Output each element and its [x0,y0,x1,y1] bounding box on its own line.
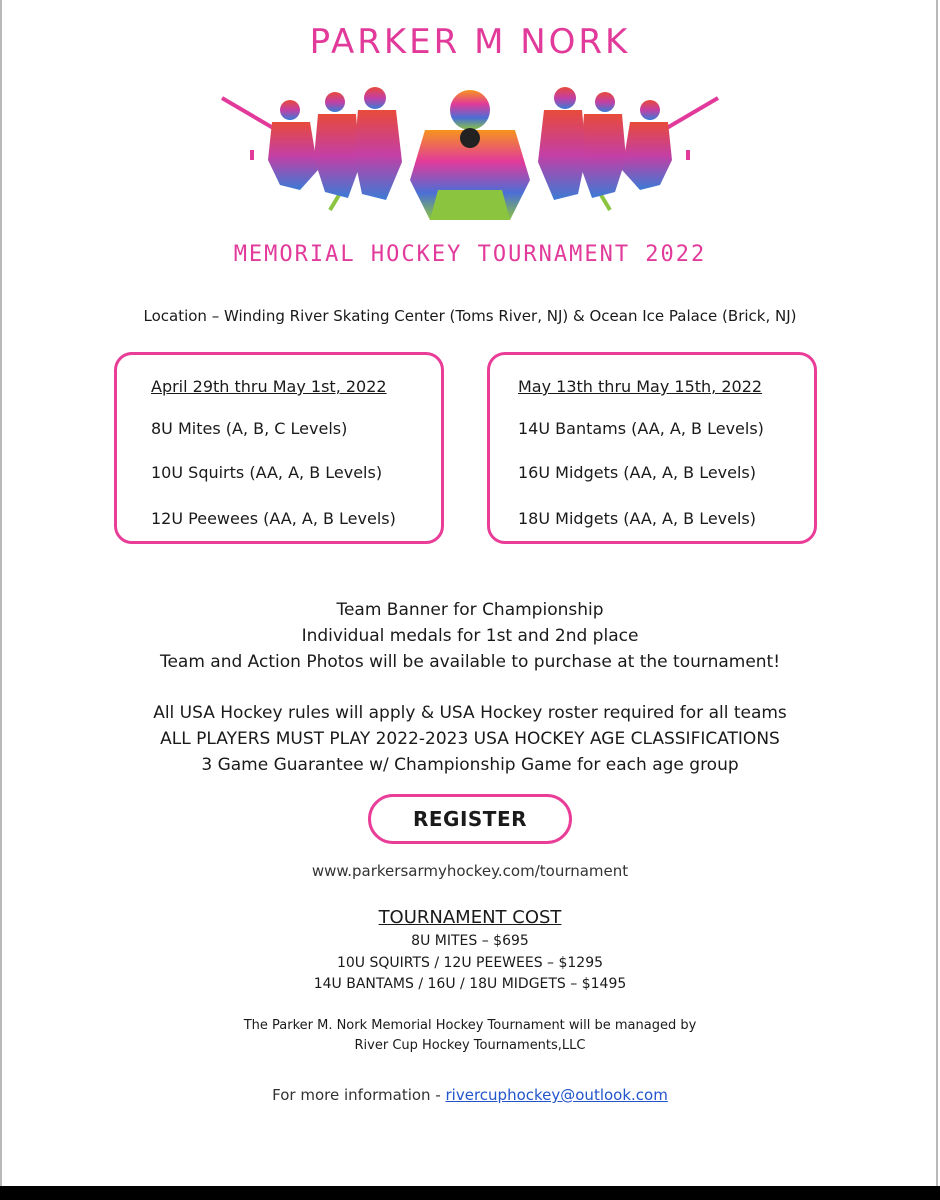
cost-heading [0,907,940,928]
rule-line: All USA Hockey rules will apply & USA Hockey roster required for all teams [153,703,787,723]
location-text: Location – Winding River Skating Center (Toms River, NJ) & Ocean Ice Palace (Brick, NJ) [143,307,797,325]
session-dates: April 29th thru May 1st, 2022 [151,377,387,396]
more-info [0,1086,940,1104]
page-subtitle: MEMORIAL HOCKEY TOURNAMENT 2022 [233,242,707,267]
cost-line: 14U BANTAMS / 16U / 18U MIDGETS – $1495 [313,976,627,992]
tournament-url[interactable]: www.parkersarmyhockey.com/tournament [311,862,629,880]
rule-line: ALL PLAYERS MUST PLAY 2022-2023 USA HOCKEY AGE CLASSIFICATIONS [160,729,780,749]
cost-heading-text: TOURNAMENT COST [378,907,562,928]
division-item: 8U Mites (A, B, C Levels) [151,419,348,438]
bottom-edge [0,1186,940,1200]
managed-by-text: The Parker M. Nork Memorial Hockey Tournament will be managed by [243,1018,697,1033]
cost-line: 10U SQUIRTS / 12U PEEWEES – $1295 [336,955,604,971]
award-line: Team and Action Photos will be available to purchase at the tournament! [159,652,781,672]
session-box-2 [487,352,817,544]
rule-line: 3 Game Guarantee w/ Championship Game for each age group [201,755,739,775]
award-line: Team Banner for Championship [336,600,604,620]
division-item: 12U Peewees (AA, A, B Levels) [151,509,396,528]
division-item: 14U Bantams (AA, A, B Levels) [518,419,764,438]
register-button[interactable]: REGISTER [368,794,572,844]
award-line: Individual medals for 1st and 2nd place [301,626,639,646]
session-dates: May 13th thru May 15th, 2022 [518,377,763,396]
hockey-players-illustration-icon [210,80,730,225]
page-title: PARKER M NORK [309,22,631,62]
managed-by-company: River Cup Hockey Tournaments,LLC [354,1038,586,1053]
more-info-label: For more information - [272,1086,446,1104]
division-item: 16U Midgets (AA, A, B Levels) [518,463,756,482]
cost-line: 8U MITES – $695 [411,933,529,949]
division-item: 10U Squirts (AA, A, B Levels) [151,463,383,482]
email-link[interactable]: rivercuphockey@outlook.com [445,1086,668,1104]
division-item: 18U Midgets (AA, A, B Levels) [518,509,756,528]
session-box-1 [114,352,444,544]
